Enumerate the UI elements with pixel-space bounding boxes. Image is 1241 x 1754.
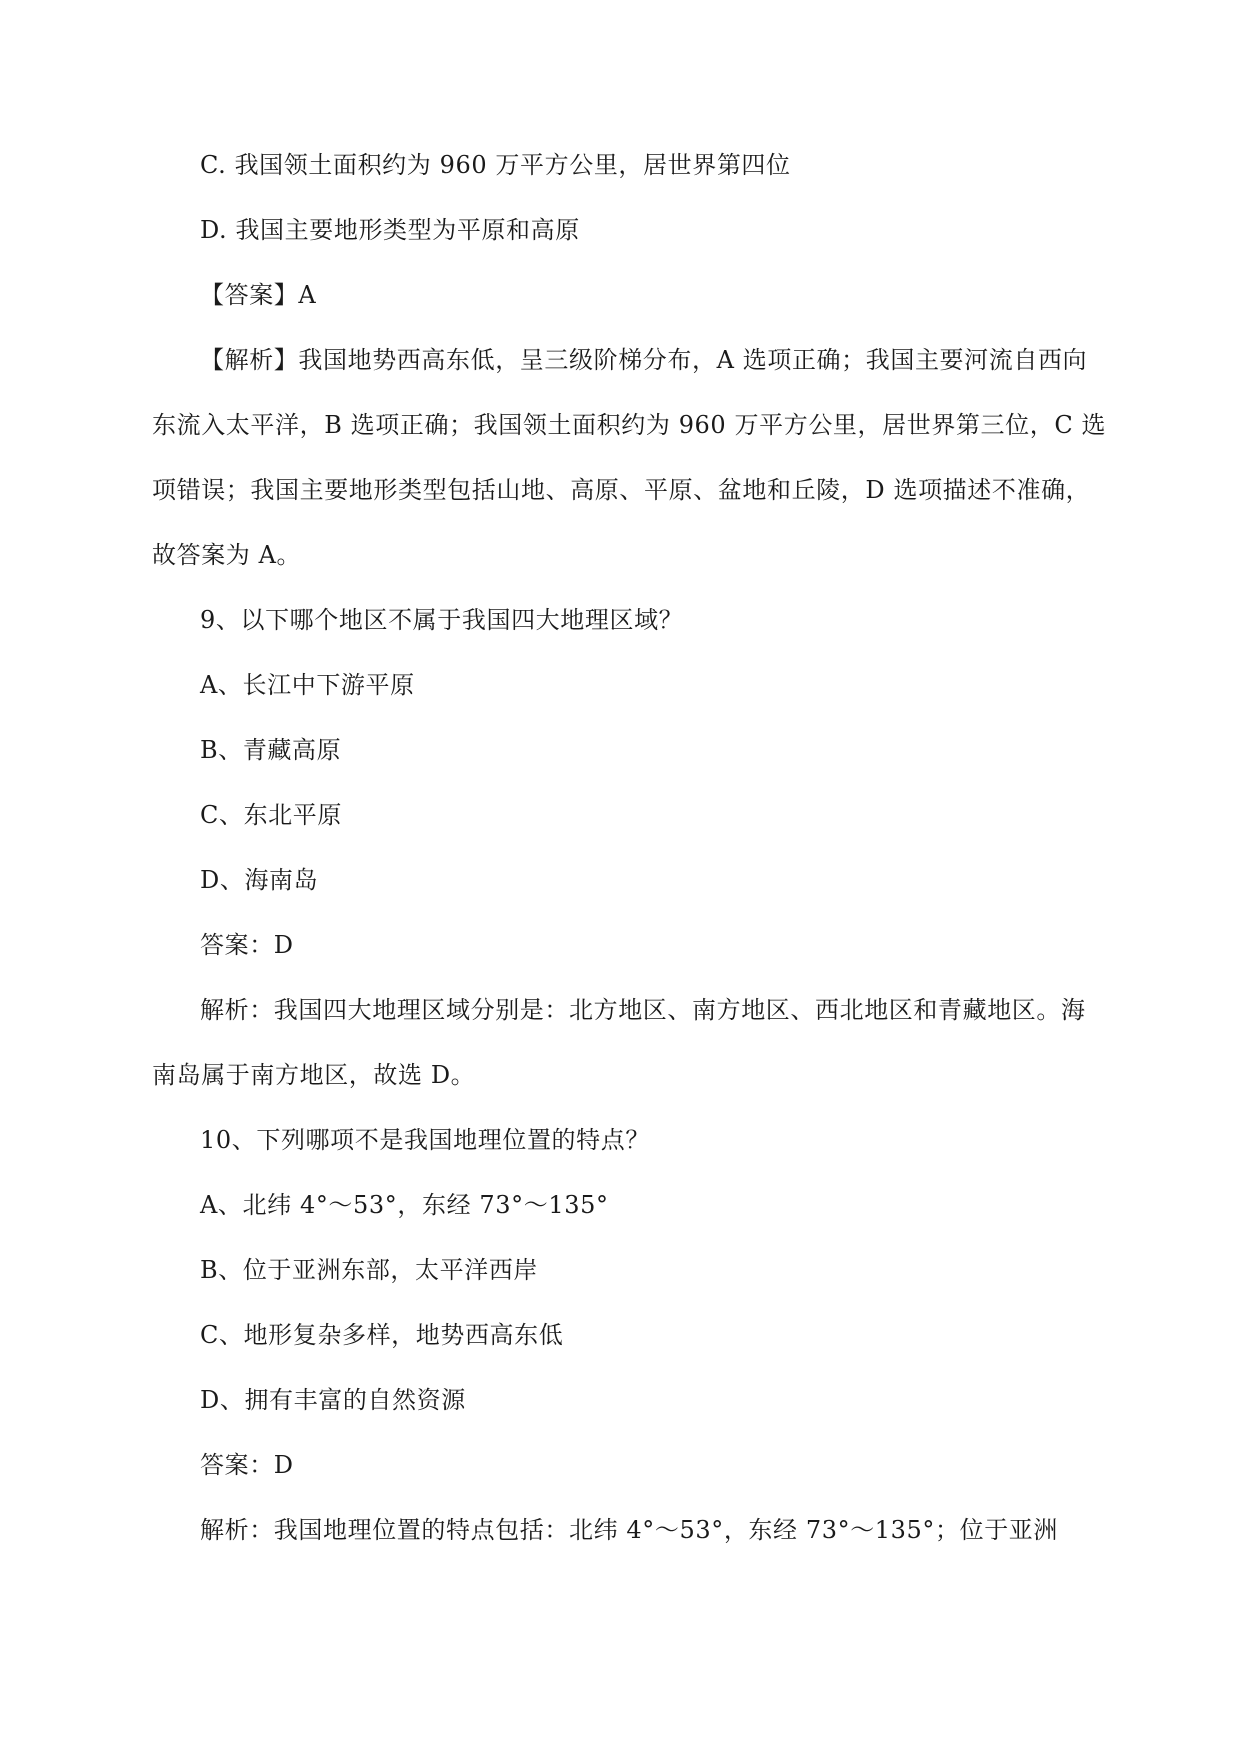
option-b-line: B、位于亚洲东部，太平洋西岸 bbox=[200, 1256, 539, 1284]
explanation-line: 【解析】我国地势西高东低，呈三级阶梯分布，A 选项正确；我国主要河流自西向 bbox=[200, 346, 1088, 374]
explanation-line: 项错误；我国主要地形类型包括山地、高原、平原、盆地和丘陵，D 选项描述不准确， bbox=[152, 476, 1091, 504]
option-d-line: D. 我国主要地形类型为平原和高原 bbox=[200, 216, 580, 244]
option-a-line: A、长江中下游平原 bbox=[200, 671, 415, 699]
explanation-line: 解析：我国地理位置的特点包括：北纬 4°～53°，东经 73°～135°；位于亚洲 bbox=[200, 1516, 1059, 1544]
explanation-line: 解析：我国四大地理区域分别是：北方地区、南方地区、西北地区和青藏地区。海 bbox=[200, 996, 1086, 1024]
explanation-line: 南岛属于南方地区，故选 D。 bbox=[152, 1061, 476, 1089]
explanation-line: 东流入太平洋，B 选项正确；我国领土面积约为 960 万平方公里，居世界第三位，C 选 bbox=[152, 411, 1107, 439]
question-9-line: 9、以下哪个地区不属于我国四大地理区域？ bbox=[200, 606, 684, 634]
option-b-line: B、青藏高原 bbox=[200, 736, 342, 764]
option-d-line: D、海南岛 bbox=[200, 866, 319, 894]
option-a-line: A、北纬 4°～53°，东经 73°～135° bbox=[200, 1191, 609, 1219]
answer-line: 【答案】A bbox=[200, 281, 317, 309]
explanation-line: 故答案为 A。 bbox=[152, 541, 302, 569]
option-c-line: C、地形复杂多样，地势西高东低 bbox=[200, 1321, 564, 1349]
option-c-line: C、东北平原 bbox=[200, 801, 342, 829]
option-d-line: D、拥有丰富的自然资源 bbox=[200, 1386, 466, 1414]
question-10-line: 10、下列哪项不是我国地理位置的特点？ bbox=[200, 1126, 650, 1154]
answer-line: 答案：D bbox=[200, 931, 294, 959]
option-c-line: C. 我国领土面积约为 960 万平方公里，居世界第四位 bbox=[200, 151, 791, 179]
answer-line: 答案：D bbox=[200, 1451, 294, 1479]
